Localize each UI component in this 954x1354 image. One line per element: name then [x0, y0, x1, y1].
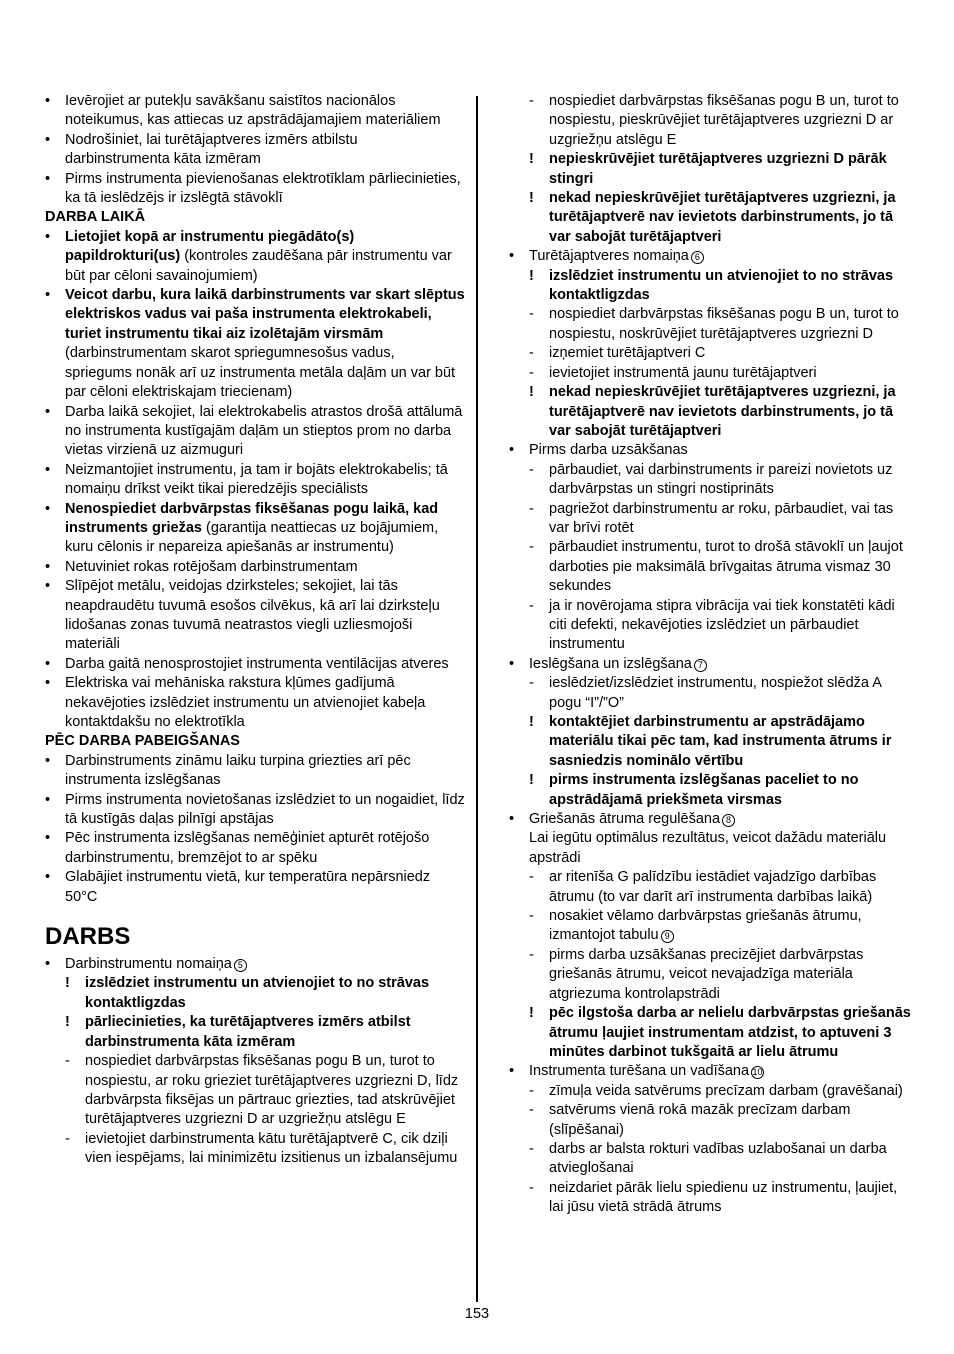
- left-column: [45, 92, 465, 1169]
- warning-item: [509, 267, 911, 306]
- bullet-item: [509, 655, 911, 674]
- body-text: satvērums vienā rokā mazāk precīzam darbam (slīpēšanai): [549, 1102, 851, 1138]
- body-text: pārbaudiet, vai darbinstruments ir pareizi novietots uz darbvārpstas un stingri nostiprināts: [549, 461, 893, 498]
- bullet-mark: •: [45, 500, 51, 517]
- dash-mark: -: [529, 539, 534, 556]
- warning-item: [509, 713, 911, 771]
- page-number: 153: [464, 1306, 490, 1322]
- dash-mark: -: [529, 908, 534, 925]
- body-text: nosakiet vēlamo darbvārpstas griešanās ātrumu, izmantojot tabulu: [549, 908, 862, 944]
- bullet-mark: •: [45, 131, 51, 148]
- dash-mark: -: [529, 93, 534, 109]
- bullet-mark: •: [45, 228, 51, 245]
- bullet-mark: •: [45, 956, 51, 973]
- bullet-item: [45, 286, 465, 402]
- dash-mark: -: [529, 306, 534, 323]
- dash-mark: -: [529, 1179, 534, 1196]
- bullet-item: [509, 810, 911, 829]
- dash-mark: -: [65, 1053, 70, 1070]
- bold-text: nekad nepieskrūvējiet turētājaptveres uzgriezni, ja turētājaptverē nav ievietots darbinstruments, jo tā var sabojāt turētājaptveri: [549, 190, 896, 245]
- column-divider: [476, 96, 478, 1302]
- bold-text: Veicot darbu, kura laikā darbinstruments var skart slēptus elektriskos vadus vai paša instrumenta elektrokabeli, turiet instrumentu tikai aiz izolētajām virsmām: [65, 287, 465, 342]
- dash-mark: -: [529, 597, 534, 614]
- body-text: ja ir novērojama stipra vibrācija vai tiek konstatēti kādi citi defekti, nekavējoties izslēdziet un pārbaudiet instrumentu: [549, 597, 895, 653]
- dash-mark: -: [529, 675, 534, 692]
- body-text: nospiediet darbvārpstas fiksēšanas pogu B un, turot to nospiestu, ar roku grieziet turētājaptveres uzgriezni D, līdz darbvārpsta fiksējas un pārtrauc griezties, tad atskrūvējiet turētājaptveres uzgriezni D ar uzgriežņu atslēgu E: [85, 1053, 459, 1128]
- dash-item: [509, 364, 911, 383]
- dash-item: [45, 1052, 465, 1130]
- bullet-mark: •: [45, 558, 51, 575]
- bullet-item: [45, 500, 465, 558]
- dash-item: [509, 1101, 911, 1140]
- bullet-mark: •: [45, 830, 51, 847]
- warning-mark: !: [65, 975, 70, 992]
- dash-item: [509, 92, 911, 150]
- body-text: neizdariet pārāk lielu spiedienu uz instrumentu, ļaujiet, lai jūsu vietā strādā ātrums: [549, 1179, 898, 1216]
- warning-item: [45, 974, 465, 1013]
- bold-text: Nenospiediet darbvārpstas fiksēšanas pogu laikā, kad instruments griežas: [65, 500, 439, 536]
- body-text: Pirms instrumenta pievienošanas elektrotīklam pārliecinieties, ka tā ieslēdzējs ir izslēgtā stāvoklī: [65, 170, 461, 207]
- body-text: Pēc instrumenta izslēgšanas nemēģiniet apturēt rotējošo darbinstrumentu, bremzējot to ar spēku: [65, 830, 430, 866]
- dash-item: [509, 500, 911, 539]
- bullet-mark: •: [45, 655, 51, 672]
- warning-mark: !: [529, 384, 534, 401]
- body-text: Pirms darba uzsākšanas: [529, 442, 688, 459]
- body-text: ieslēdziet/izslēdziet instrumentu, nospiežot slēdža A pogu “I”/”O”: [549, 675, 882, 711]
- body-text: Netuviniet rokas rotējošam darbinstrumentam: [65, 558, 358, 575]
- bullet-item: [45, 131, 465, 170]
- bold-text: izslēdziet instrumentu un atvienojiet to no strāvas kontaktligzdas: [549, 267, 894, 304]
- dash-item: [509, 461, 911, 500]
- warning-mark: !: [529, 772, 534, 789]
- bullet-item: [509, 247, 911, 266]
- body-text: izņemiet turētājaptveri C: [549, 345, 706, 362]
- bullet-mark: •: [45, 403, 51, 420]
- dash-mark: -: [529, 500, 534, 517]
- bullet-item: [45, 461, 465, 500]
- dash-item: [509, 1179, 911, 1218]
- body-text: nospiediet darbvārpstas fiksēšanas pogu B un, turot to nospiestu, pieskrūvējiet turētājaptveres uzgriezni D ar uzgriežņu atslēgu E: [549, 93, 899, 148]
- dash-item: [509, 1082, 911, 1101]
- bullet-mark: •: [45, 869, 51, 886]
- bullet-item: [45, 170, 465, 209]
- bold-text: kontaktējiet darbinstrumentu ar apstrādājamo materiālu tikai pēc tam, kad instrumenta ātrums ir sasniedzis nominālo vērtību: [549, 714, 892, 769]
- figure-reference-number: 8: [722, 814, 735, 827]
- warning-mark: !: [529, 1005, 534, 1022]
- body-text: darbs ar balsta rokturi vadības uzlabošanai un darba atvieglošanai: [549, 1140, 887, 1177]
- body-text: (darbinstrumentam skarot spriegumnesošus vadus, spriegums nonāk arī uz instrumenta metāla daļām un var būt par cēloni elektriskajam triecienam): [65, 345, 456, 401]
- body-text: Ieslēgšana un izslēgšana: [529, 655, 692, 672]
- dash-mark: -: [529, 1102, 534, 1119]
- warning-item: [509, 150, 911, 189]
- bullet-mark: •: [509, 1063, 515, 1080]
- figure-reference-number: 9: [661, 930, 674, 943]
- figure-reference-number: 5: [234, 959, 247, 972]
- dash-item: [45, 1130, 465, 1169]
- bullet-item: [509, 441, 911, 460]
- bullet-item: [45, 577, 465, 655]
- body-text: Neizmantojiet instrumentu, ja tam ir bojāts elektrokabelis; tā nomaiņu drīkst veikt tikai pieredzējis speciālists: [65, 461, 448, 498]
- bullet-mark: •: [45, 170, 51, 187]
- bullet-mark: •: [509, 442, 515, 459]
- bold-text: pārliecinieties, ka turētājaptveres izmērs atbilst darbinstrumenta kāta izmēram: [85, 1014, 411, 1050]
- bullet-item: [45, 674, 465, 732]
- bullet-item: [45, 791, 465, 830]
- warning-mark: !: [65, 1014, 70, 1031]
- dash-mark: -: [529, 869, 534, 886]
- bullet-mark: •: [45, 791, 51, 808]
- body-text: (garantija neattiecas uz bojājumiem, kuru cēlonis ir nepareiza apiešanās ar instrumentu): [65, 519, 439, 556]
- warning-mark: !: [529, 714, 534, 730]
- bullet-mark: •: [45, 93, 51, 109]
- bullet-item: [509, 1062, 911, 1081]
- right-column: [509, 92, 911, 1218]
- dash-item: [509, 907, 911, 946]
- dash-item: [509, 674, 911, 713]
- dash-item: [509, 305, 911, 344]
- body-text: Pirms instrumenta novietošanas izslēdziet to un nogaidiet, līdz tā kustīgās daļas pilnīgi apstājas: [65, 791, 465, 828]
- bullet-mark: •: [509, 811, 515, 828]
- body-text: Darbinstrumentu nomaiņa: [65, 956, 232, 973]
- dash-mark: -: [529, 1140, 534, 1157]
- warning-item: [509, 771, 911, 810]
- bullet-item: [45, 868, 465, 907]
- dash-mark: -: [529, 1082, 534, 1099]
- body-text: Ievērojiet ar putekļu savākšanu saistītos nacionālos noteikumus, kas attiecas uz apstrādājamajiem materiāliem: [65, 93, 441, 129]
- body-text: ar ritenīša G palīdzību iestādiet vajadzīgo darbības ātrumu (to var darīt arī instrumenta darbības laikā): [549, 869, 877, 905]
- bullet-mark: •: [45, 287, 51, 304]
- body-text: ievietojiet darbinstrumenta kātu turētājaptverē C, cik dziļi vien iespējams, lai minimizētu izsitienus un izbalansējumu: [85, 1130, 458, 1167]
- bullet-item: [45, 829, 465, 868]
- body-text: Darba gaitā nenosprostojiet instrumenta ventilācijas atveres: [65, 655, 449, 672]
- figure-reference-number: 7: [694, 659, 707, 672]
- warning-item: [509, 383, 911, 441]
- warning-mark: !: [529, 267, 534, 284]
- body-text: (kontroles zaudēšana pār instrumentu var būt par cēloni savainojumiem): [65, 248, 452, 284]
- body-text: pirms darba uzsākšanas precizējiet darbvārpstas griešanās ātrumu, veicot nevajadzīga materiāla atgriezuma kontrolapstrādi: [549, 946, 864, 1002]
- warning-item: [45, 1013, 465, 1052]
- warning-item: [509, 1004, 911, 1062]
- bullet-item: [45, 752, 465, 791]
- dash-item: [509, 946, 911, 1004]
- dash-item: [509, 344, 911, 363]
- body-text: Slīpējot metālu, veidojas dzirksteles; sekojiet, lai tās neapdraudētu tuvumā esošos cilvēkus, kā arī lai dzirksteļu lidošanas zonas tuvumā neatrastos viegli uzliesmojoši materiāli: [65, 578, 440, 653]
- bullet-item: [45, 955, 465, 974]
- bullet-mark: •: [509, 655, 515, 672]
- bold-text: Lietojiet kopā ar instrumentu piegādāto(s) papildrokturi(us): [65, 228, 355, 265]
- body-text: nospiediet darbvārpstas fiksēšanas pogu B un, turot to nospiestu, noskrūvējiet turētājaptveres uzgriezni D: [549, 306, 899, 342]
- dash-item: [509, 868, 911, 907]
- body-text: pagriežot darbinstrumentu ar roku, pārbaudiet, vai tas var brīvi rotēt: [549, 500, 894, 536]
- bullet-mark: •: [509, 248, 515, 265]
- section-heading: DARBA LAIKĀ: [45, 209, 146, 226]
- dash-item: [509, 1140, 911, 1179]
- body-text: Lai iegūtu optimālus rezultātus, veicot dažādu materiālu apstrādi: [529, 830, 887, 866]
- dash-mark: -: [529, 461, 534, 478]
- body-text: pārbaudiet instrumentu, turot to drošā stāvoklī un ļaujot darboties pie maksimālā brīvgaitas ātruma vismaz 30 sekundes: [549, 539, 903, 595]
- bold-text: nepieskrūvējiet turētājaptveres uzgriezni D pārāk stingri: [549, 151, 887, 187]
- body-text: Darba laikā sekojiet, lai elektrokabelis atrastos drošā attālumā no instrumenta kustīgajām daļām un stieptos prom no darba vietas virzienā uz aizmuguri: [65, 403, 463, 459]
- body-text: Turētājaptveres nomaiņa: [529, 248, 689, 265]
- bold-text: izslēdziet instrumentu un atvienojiet to no strāvas kontaktligzdas: [85, 975, 430, 1011]
- dash-item: [509, 538, 911, 596]
- bold-text: pēc ilgstoša darba ar nelielu darbvārpstas griešanās ātrumu ļaujiet instrumentam atdzist, to aptuveni 3 minūtes darbinot tukšgaitā ar lielu ātrumu: [549, 1005, 911, 1060]
- paragraph: [509, 829, 911, 868]
- dash-mark: -: [529, 364, 534, 381]
- body-text: Elektriska vai mehāniska rakstura kļūmes gadījumā nekavējoties izslēdziet instrumentu un atvienojiet kabeļa kontaktdakšu no elektrotīkla: [65, 675, 426, 730]
- bullet-item: [45, 558, 465, 577]
- bullet-mark: •: [45, 578, 51, 595]
- warning-mark: !: [529, 190, 534, 207]
- body-text: zīmuļa veida satvērums precīzam darbam (gravēšanai): [549, 1082, 903, 1099]
- bold-text: pirms instrumenta izslēgšanas paceliet to no apstrādājamā priekšmeta virsmas: [549, 772, 859, 808]
- bullet-item: [45, 655, 465, 674]
- bold-text: nekad nepieskrūvējiet turētājaptveres uzgriezni, ja turētājaptverē nav ievietots darbinstruments, jo tā var sabojāt turētājaptveri: [549, 384, 896, 439]
- body-text: Darbinstruments zināmu laiku turpina griezties arī pēc instrumenta izslēgšanas: [65, 752, 411, 789]
- body-text: ievietojiet instrumentā jaunu turētājaptveri: [549, 364, 817, 381]
- dash-mark: -: [529, 946, 534, 963]
- bullet-mark: •: [45, 752, 51, 769]
- figure-reference-number: 6: [691, 251, 704, 264]
- warning-mark: !: [529, 151, 534, 168]
- section-title: DARBS: [45, 923, 131, 951]
- dash-mark: -: [529, 345, 534, 362]
- body-text: Nodrošiniet, lai turētājaptveres izmērs atbilstu darbinstrumenta kāta izmēram: [65, 131, 358, 168]
- section-heading: PĒC DARBA PABEIGŠANAS: [45, 733, 240, 750]
- body-text: Glabājiet instrumentu vietā, kur temperatūra nepārsniedz 50°C: [65, 869, 431, 905]
- bullet-mark: •: [45, 675, 51, 692]
- bullet-item: [45, 228, 465, 286]
- body-text: Griešanās ātruma regulēšana: [529, 811, 721, 828]
- dash-mark: -: [65, 1130, 70, 1147]
- figure-reference-number: 10: [752, 1067, 763, 1078]
- bullet-mark: •: [45, 461, 51, 478]
- bullet-item: [45, 403, 465, 461]
- warning-item: [509, 189, 911, 247]
- bullet-item: [45, 92, 465, 131]
- dash-item: [509, 597, 911, 655]
- body-text: Instrumenta turēšana un vadīšana: [529, 1063, 750, 1080]
